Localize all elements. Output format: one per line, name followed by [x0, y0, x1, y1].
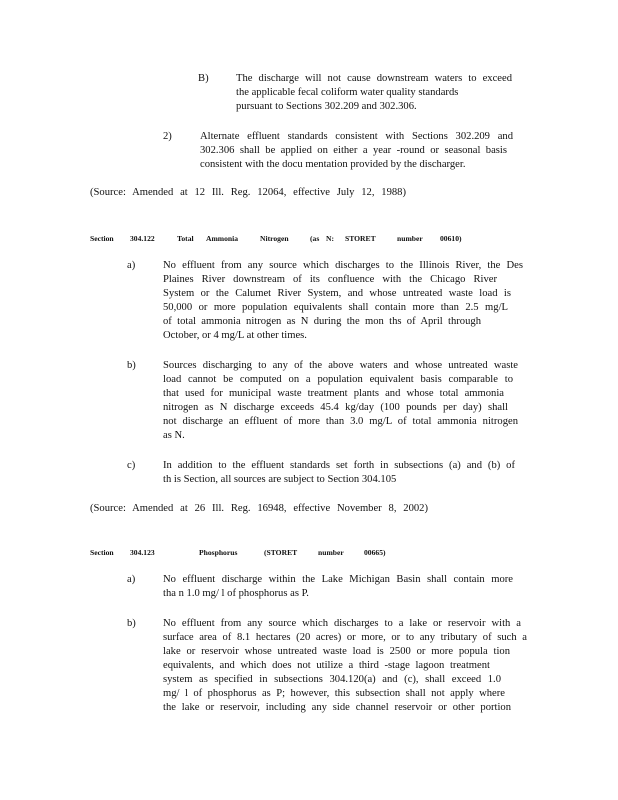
item-b-line: mg/ l of phosphorus as P; however, this subsection shall not apply where	[163, 688, 505, 699]
item-b-line: No effluent from any source which discharges to a lake or reservoir with a	[163, 618, 521, 629]
item-b-line: Sources discharging to any of the above waters and whose untreated waste	[163, 360, 518, 371]
source-note: (Source: Amended at 12 Ill. Reg. 12064, effective July 12, 1988)	[90, 187, 406, 198]
item-marker-2: 2)	[163, 131, 172, 142]
heading-word: 00665)	[364, 548, 386, 557]
heading-word: number	[318, 548, 344, 557]
item-a-line: of total ammonia nitrogen as N during the mon ths of April through	[163, 316, 481, 327]
item-b-line: lake or reservoir whose untreated waste load is 2500 or more popula tion	[163, 646, 510, 657]
item-b-line: nitrogen as N discharge exceeds 45.4 kg/day (100 pounds per day) shall	[163, 402, 508, 413]
item-marker-a: a)	[127, 260, 136, 271]
item-marker-c: c)	[127, 460, 136, 471]
item-B-line: The discharge will not cause downstream waters to exceed	[236, 73, 512, 84]
item-a-line: No effluent from any source which discharges to the Illinois River, the Des	[163, 260, 523, 271]
heading-word: 00610)	[440, 234, 462, 243]
item-marker-B: B)	[198, 73, 209, 84]
item-b-line: surface area of 8.1 hectares (20 acres) or more, or to any tributary of such a	[163, 632, 527, 643]
heading-section-number: 304.123	[130, 548, 155, 557]
item-2-line: consistent with the docu mentation provided by the discharger.	[200, 159, 466, 170]
item-c-line: In addition to the effluent standards set forth in subsections (a) and (b) of	[163, 460, 515, 471]
heading-word: Ammonia	[206, 234, 239, 243]
item-marker-a: a)	[127, 574, 136, 585]
heading-word: Section	[90, 234, 114, 243]
heading-section-number: 304.122	[130, 234, 155, 243]
item-a-line: 50,000 or more population equivalents shall contain more than 2.5 mg/L	[163, 302, 508, 313]
item-2-line: Alternate effluent standards consistent with Sections 302.209 and	[200, 131, 513, 142]
item-B-line: pursuant to Sections 302.209 and 302.306.	[236, 101, 417, 112]
heading-word: (STORET	[264, 548, 298, 557]
item-b-line: that used for municipal waste treatment plants and whose total ammonia	[163, 388, 504, 399]
item-a-line: System or the Calumet River System, and whose untreated waste load is	[163, 288, 511, 299]
item-b-line: as N.	[163, 430, 185, 441]
item-b-line: equivalents, and which does not utilize a third -stage lagoon treatment	[163, 660, 490, 671]
item-c-line: th is Section, all sources are subject to Section 304.105	[163, 474, 397, 485]
item-2-line: 302.306 shall be applied on either a year -round or seasonal basis	[200, 145, 507, 156]
heading-word: number	[397, 234, 423, 243]
item-marker-b: b)	[127, 618, 136, 629]
heading-word: (as	[310, 234, 320, 243]
heading-word: Total	[177, 234, 194, 243]
heading-word: Phosphorus	[199, 548, 238, 557]
item-b-line: not discharge an effluent of more than 3.0 mg/L of total ammonia nitrogen	[163, 416, 518, 427]
item-a-line: October, or 4 mg/L at other times.	[163, 330, 307, 341]
heading-word: STORET	[345, 234, 376, 243]
item-b-line: system as specified in subsections 304.120(a) and (c), shall exceed 1.0	[163, 674, 501, 685]
heading-word: Section	[90, 548, 114, 557]
item-a-line: tha n 1.0 mg/ l of phosphorus as P.	[163, 588, 309, 599]
item-b-line: the lake or reservoir, including any side channel reservoir or other portion	[163, 702, 511, 713]
item-a-line: No effluent discharge within the Lake Michigan Basin shall contain more	[163, 574, 513, 585]
item-B-line: the applicable fecal coliform water quality standards	[236, 87, 459, 98]
source-note: (Source: Amended at 26 Ill. Reg. 16948, effective November 8, 2002)	[90, 503, 428, 514]
heading-word: Nitrogen	[260, 234, 289, 243]
item-a-line: Plaines River downstream of its confluence with the Chicago River	[163, 274, 497, 285]
item-b-line: load cannot be computed on a population equivalent basis comparable to	[163, 374, 513, 385]
item-marker-b: b)	[127, 360, 136, 371]
heading-word: N:	[326, 234, 335, 243]
